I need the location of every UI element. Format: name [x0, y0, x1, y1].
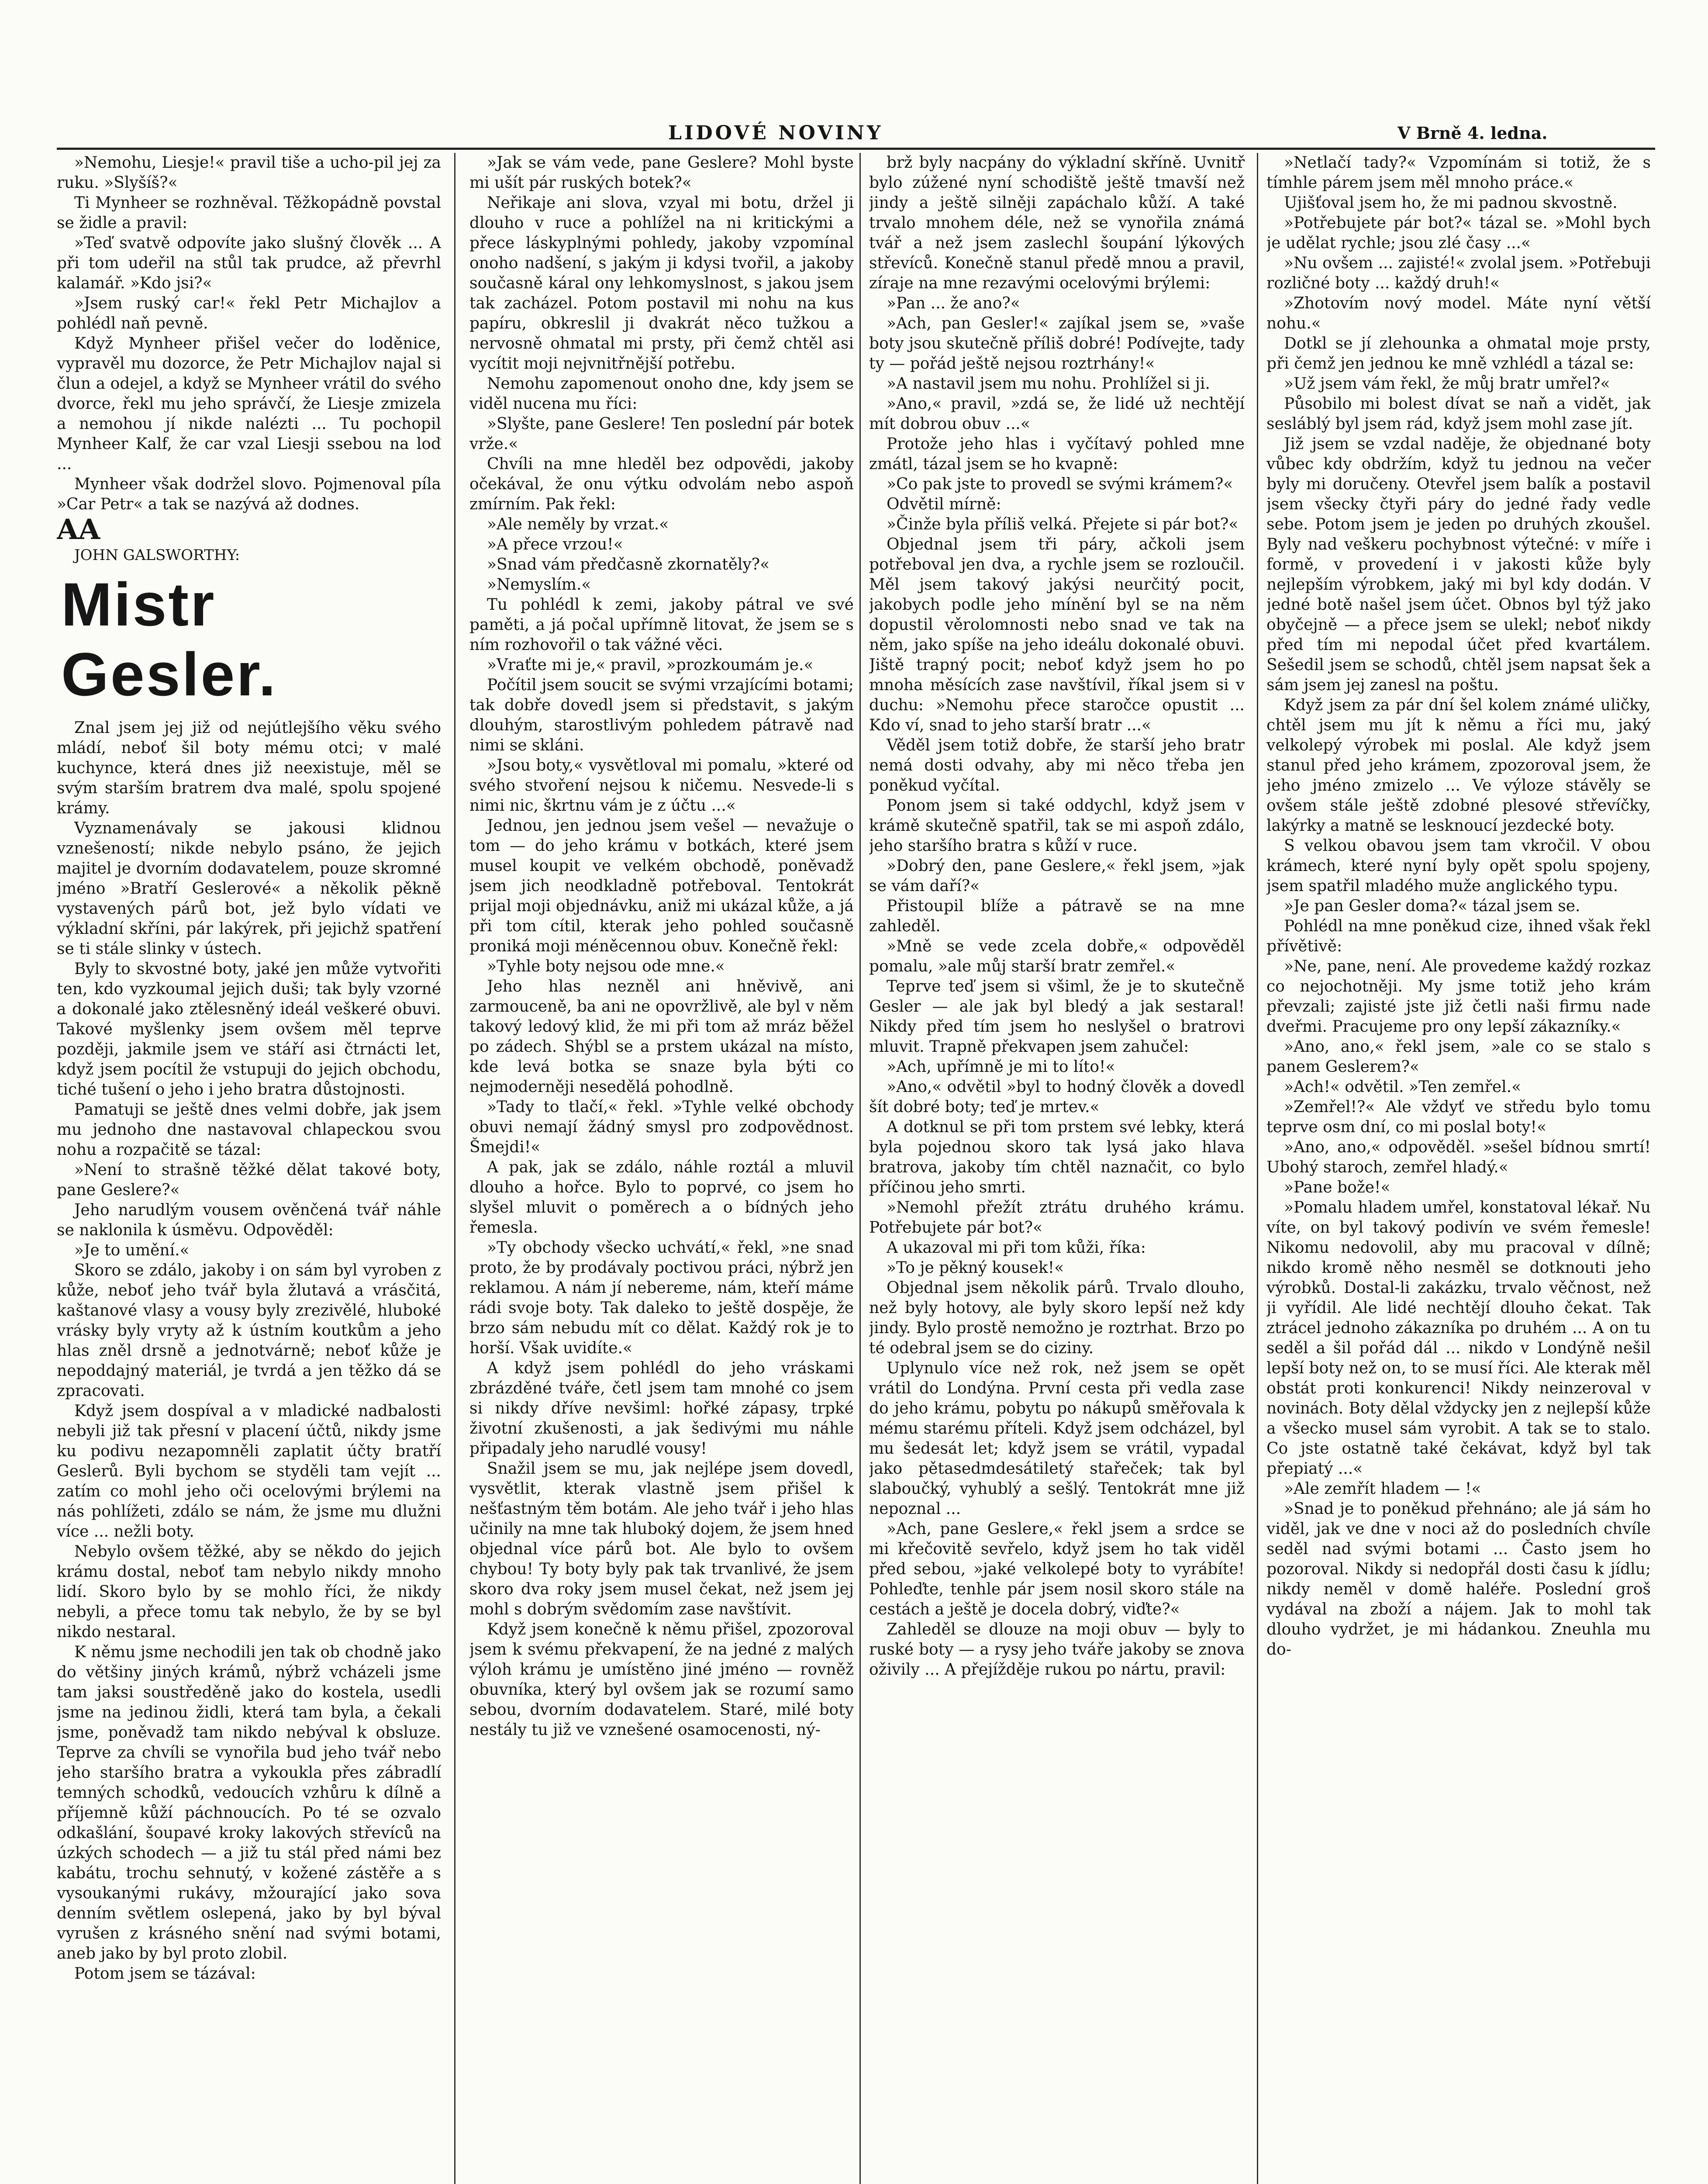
paragraph: Neřikaje ani slova, vzyal mi botu, držel ji dlouho v ruce a pohlížel na ni kritickými a přece láskyplnými pohledy, jakoby vzpomínal onoho nadšení, s jakým ji kdysi tvořil, a jakoby současně káral ony lehkomyslnost, s jakou jsem tak zacházel. Potom postavil mi nohu na kus papíru, obkreslil ji dvakrát něco tužkou a nervosně ohmatal mi prsty, při čemž chtěl asi vycítit moji nejvnitřnější potřebu.: [469, 194, 854, 373]
paragraph: »Ale zemřít hladem — !«: [1284, 1480, 1481, 1498]
issue-date: V Brně 4. ledna.: [1397, 123, 1548, 143]
paragraph: »Snad vám předčasně zkornatěly?«: [487, 556, 770, 574]
column-rule: [859, 153, 861, 2184]
story-title: Mistr Gesler.: [61, 570, 278, 708]
paragraph: »Je pan Gesler doma?« tázal jsem se.: [1284, 897, 1580, 915]
paragraph: Dotkl se jí zlehounka a ohmatal moje prsty, při čemž jen jednou ke mně vzhlédl a tázal se:: [1266, 335, 1651, 373]
paragraph: »Tyhle boty nejsou ode mne.«: [487, 957, 725, 975]
column-2: [469, 153, 854, 2184]
paragraph: Pamatuji se ještě dnes velmi dobře, jak jsem mu jednoho dne nastavoval chlapeckou svou nohu a rozpačitě se tázal:: [57, 1101, 441, 1159]
paragraph: A když jsem pohlédl do jeho vráskami zbrázděné tváře, četl jsem tam mnohé co jsem si nikdy dříve nevšiml: hořké zápasy, trpké životní zkušenosti, a jak šedivými mu náhle připadaly jeho narudlé vousy!: [469, 1359, 854, 1458]
paragraph: »Jak se vám vede, pane Geslere? Mohl byste mi ušít pár ruských botek?«: [469, 154, 854, 192]
paragraph: »Jsou boty,« vysvětloval mi pomalu, »které od svého stvoření nejsou k ničemu. Nesvede-li s nimi nic, škrtnu vám je z účtu ...«: [469, 757, 854, 815]
paragraph: »Mně se vede zcela dobře,« odpověděl pomalu, »ale můj starší bratr zemřel.«: [869, 937, 1245, 975]
paragraph: »Ach, pan Gesler!« zajíkal jsem se, »vaše boty jsou skutečně příliš dobré! Podívejte, tady ty — pořád ještě nejsou roztrhány!«: [869, 314, 1245, 373]
paragraph: »Už jsem vám řekl, že můj bratr umřel?«: [1284, 375, 1610, 393]
paragraph: Ti Mynheer se rozhněval. Těžkopádně povstal se židle a pravil:: [57, 194, 441, 232]
paragraph: »Ano, ano,« řekl jsem, »ale co se stalo s panem Geslerem?«: [1266, 1038, 1651, 1076]
paragraph: »To je pěkný kousek!«: [887, 1259, 1064, 1277]
paragraph: »Činže byla příliš velká. Přejete si pár bot?«: [887, 515, 1239, 533]
paragraph: Skoro se zdálo, jakoby i on sám byl vyroben z kůže, neboť jeho tvář byla žlutavá a vrásčitá, kaštanové vlasy a vousy byly zrezivělé, hluboké vrásky byly vryty až k ústním koutkům a jeho hlas zněl drsně a jednotvárně; neboť kůže je nepoddajný materiál, je tvrdá a jen těžko dá se zpracovati.: [57, 1261, 441, 1400]
paragraph: Jeho narudlým vousem ověnčená tvář náhle se naklonila k úsměvu. Odpověděl:: [57, 1201, 441, 1239]
paragraph: »Jsem ruský car!« řekl Petr Michajlov a pohlédl naň pevně.: [57, 294, 441, 332]
column-rule: [454, 153, 455, 2184]
paragraph: »Ano,« odvětil »byl to hodný člověk a dovedl šít dobré boty; teď je mrtev.«: [869, 1078, 1245, 1116]
masthead: [0, 0, 1708, 144]
paragraph: Ponom jsem si také oddychl, když jsem v krámě skutečně spatřil, tak se mi aspoň zdálo, jeho staršího bratra s kůží v ruce.: [869, 797, 1245, 855]
paragraph: »Pomalu hladem umřel, konstatoval lékař. Nu víte, on byl takový podivín ve svém řemesle! Nikomu nedovolil, aby mu pracoval v dílně; nikdo kromě něho nesměl se dotknouti jeho výrobků. Dostal-li zakázku, trvalo věčnost, než ji vyřídil. Ale lidé nechtějí dlouho čekat. Tak ztrácel jednoho zákazníka po druhém ... A on tu seděl a šil pořád dál ... nikdo v Londýně nešil lepší boty než on, to se musí říci. Ale kterak měl obstát proti konkurenci! Nikdy neinzeroval v novinách. Boty dělal vždycky jen z nejlepší kůže a všecko musel sám vyrobit. A tak se to stalo. Co jste ostatně také čekávat, když byl tak přepiatý ...«: [1266, 1199, 1651, 1478]
paragraph: »Teď svatvě odpovíte jako slušný člověk ... A při tom udeřil na stůl tak prudce, až převrhl kalamář. »Kdo jsi?«: [57, 234, 441, 292]
paragraph: Jednou, jen jednou jsem vešel — nevažuje o tom — do jeho krámu v botkách, které jsem musel koupit ve velkém obchodě, poněvadž jsem jich neodkladně potřeboval. Tentokrát prijal moji objednávku, aniž mi ukázal kůže, a já při tom cítil, kterak jeho pohled současně proniká moji méněcennou obuv. Konečně řekl:: [469, 817, 854, 955]
paragraph: Vyznamenávaly se jakousi klidnou vznešeností; nikde nebylo psáno, že jejich majitel je dvorním dodavatelem, pouze skromné jméno »Bratří Geslerové« a několik pěkně vystavených párů bot, jež bylo vídati ve výkladní skříni, pár lakýrek, při jejichž spatření se ti stále slinky v ústech.: [57, 819, 441, 958]
paragraph: »Pan ... že ano?«: [887, 294, 1020, 312]
paragraph: Odvětil mírně:: [887, 495, 1001, 513]
paragraph: Byly to skvostné boty, jaké jen může vytvořiti ten, kdo vyzkoumal jejich duši; tak byly vzorné a dokonalé jako ztělesněný ideál veškeré obuvi. Takové myšlenky jsem ovšem měl teprve později, jakmile jsem ve stáří asi čtrnácti let, když jsem pocítil že vstupuji do jejich obchodu, tiché tušení o jeho i jeho bratra důstojnosti.: [57, 960, 441, 1099]
paragraph: »Pane bože!«: [1284, 1178, 1391, 1196]
paragraph: »Slyšte, pane Geslere! Ten poslední pár botek vrže.«: [469, 415, 854, 453]
paragraph: Jeho hlas nezněl ani hněvivě, ani zarmouceně, ba ani ne opovržlivě, ale byl v něm takový ledový klid, že mi při tom až mráz běžel po zádech. Shýbl se a prstem ukázal na místo, kde levá botka se snaze byla býti co nejmoderněji nesedělá pohodlně.: [469, 978, 854, 1096]
paragraph: »Ano,« pravil, »zdá se, že lidé už nechtějí mít dobrou obuv ...«: [869, 395, 1245, 433]
paragraph: Uplynulo více než rok, než jsem se opět vrátil do Londýna. První cesta při vedla zase do jeho krámu, pobytu po nákupů směřovala k mému starému příteli. Když jsem odcházel, byl mu šedesát let; když jsem se vrátil, vypadal jako pětasedmdesátiletý stařeček; tak byl slaboučký, vyhublý a sešlý. Tentokrát mne již nepoznal ...: [869, 1359, 1245, 1518]
paragraph: »Netlačí tady?« Vzpomínám si totiž, že s tímhle párem jsem měl mnoho práce.«: [1266, 154, 1651, 192]
paragraph: »Zemřel!?« Ale vždyť ve středu bylo tomu teprve osm dní, co mi poslal boty!«: [1266, 1098, 1651, 1136]
paragraph: Mynheer však dodržel slovo. Pojmenoval píla »Car Petr« a tak se nazývá až dodnes.: [57, 475, 441, 513]
paragraph: brž byly nacpány do výkladní skříně. Uvnitř bylo zúžené nyní schodiště ještě tmavší než jindy a ještě silněji zapáchalo kůží. A také trvalo mnohem déle, než se vynořila známá tvář a než jsem zaslechl šoupání lýkových střevíců. Konečně stanul předě mnou a pravil, zíraje na mne rezavými ocelovými brýlemi:: [869, 154, 1245, 292]
paragraph: »Potřebujete pár bot?« tázal se. »Mohl bych je udělat rychle; jsou zlé časy ...«: [1266, 214, 1651, 252]
paragraph: Protože jeho hlas i vyčítavý pohled mne zmátl, tázal jsem se ho kvapně:: [869, 435, 1245, 473]
paragraph: Tu pohlédl k zemi, jakoby pátral ve své paměti, a já počal upřímně litovat, že jsem se s ním rozhovořil o tak vážné věci.: [469, 596, 854, 654]
paragraph: Když Mynheer přišel večer do loděnice, vypravěl mu dozorce, že Petr Michajlov najal si člun a odejel, a když se Mynheer vrátil do svého dvorce, řekl mu jeho správčí, že Liesje zmizela a nemohou jí nikde nalézti ... Tu pochopil Mynheer Kalf, že car vzal Liesji ssebou na loď ...: [57, 335, 441, 473]
paragraph: Když jsem konečně k němu přišel, zpozoroval jsem k svému překvapení, že na jedné z malých výloh krámu je umístěno jiné jméno — rovněž obuvníka, který byl ovšem jak se rozumí samo sebou, dvorním dodavatelem. Staré, milé boty nestály tu již ve vznešené osamocenosti, ný-: [469, 1621, 854, 1739]
paragraph: »A přece vrzou!«: [487, 536, 623, 553]
paragraph: Nemohu zapomenout onoho dne, kdy jsem se viděl nucena mu říci:: [469, 375, 854, 413]
paragraph: Ujišťoval jsem ho, že mi padnou skvostně.: [1284, 194, 1618, 212]
paragraph: Objednal jsem několik párů. Trvalo dlouho, než byly hotovy, ale byly skoro lepší než kdy jindy. Bylo prostě nemožno je roztrhat. Brzo po té odebral jsem se do ciziny.: [869, 1279, 1245, 1357]
paragraph: »Ach!« odvětil. »Ten zemřel.«: [1284, 1078, 1522, 1096]
column-1: [57, 153, 441, 2184]
paragraph: »Ano, ano,« odpověděl. »sešel bídnou smrtí! Ubohý staroch, zemřel hladý.«: [1266, 1138, 1651, 1176]
paragraph: Již jsem se vzdal naděje, že objednané boty vůbec kdy obdržím, když tu jednou na večer byly mi doručeny. Otevřel jsem balík a postavil jsem všecky čtyři páry do jedné řady vedle sebe. Potom jsem je jeden po druhých zkoušel. Byly nad veškeru pochybnost výtečné: v míře i formě, v provedení i v jakosti kůže byly nejlepším výrobkem, jaký mi byl kdy dodán. V jedné botě našel jsem účet. Obnos byl týž jako obyčejně — a přece jsem se ulekl; neboť nikdy před tím mi nepodal účet před kvartálem. Sešedil jsem se schodů, chtěl jsem napsat šek a sám jsem jej zanesl na poštu.: [1266, 435, 1651, 694]
paragraph: Přistoupil blíže a pátravě se na mne zahleděl.: [869, 897, 1245, 935]
paragraph: Nebylo ovšem těžké, aby se někdo do jejich krámu dostal, neboť tam nebylo nikdy mnoho lidí. Skoro bylo by se mohlo říci, že nikdy nebyli, a přece tomu tak nebylo, že by se byl nikdo nestaral.: [57, 1543, 441, 1641]
paragraph: »Tady to tlačí,« řekl. »Tyhle velké obchody obuvi nemají žádný smysl pro zodpovědnost. Šmejdi!«: [469, 1098, 854, 1156]
paragraph: A ukazoval mi při tom kůži, říka:: [887, 1239, 1146, 1257]
paragraph: Počítil jsem soucit se svými vrzajícími botami; tak dobře dovedl jsem si představit, s jakým dlouhým, starostlivým pohledem pátravě nad nimi se skláni.: [469, 676, 854, 754]
paragraph: Když jsem dospíval a v mladické nadbalosti nebyli již tak přesní v placení účtů, nikdy jsme ku podivu nezapomněli zaplatit účty bratří Geslerů. Byli bychom se styděli tam vejít ... zatím co mohl jeho oči ocelovými brýlemi na nás pohlížeti, zdálo se nám, že jsme mu dlužni více ... nežli boty.: [57, 1402, 441, 1541]
column-3: [869, 153, 1245, 2184]
paragraph: A dotknul se při tom prstem své lebky, která byla pojednou skoro tak lysá jako hlava bratrova, jakoby tím chtěl naznačit, co bylo příčinou jeho smrti.: [869, 1118, 1245, 1196]
paragraph: Teprve teď jsem si všiml, že je to skutečně Gesler — ale jak byl bledý a jak sestaral! Nikdy před tím jsem ho neslyšel o bratrovi mluvit. Trapně překvapen jsem zahučel:: [869, 978, 1245, 1056]
paragraph: »Ale neměly by vrzat.«: [487, 515, 669, 533]
paragraph: »Nu ovšem ... zajisté!« zvolal jsem. »Potřebuji rozličné boty ... každý druh!«: [1266, 254, 1651, 292]
byline: JOHN GALSWORTHY:: [74, 546, 240, 564]
paragraph: Pohlédl na mne poněkud cize, ihned však řekl přívětivě:: [1266, 917, 1651, 955]
paragraph: »Nemohl přežít ztrátu druhého krámu. Potřebujete pár bot?«: [869, 1199, 1245, 1237]
column-4: [1266, 153, 1651, 2184]
paragraph: Působilo mi bolest dívat se naň a vidět, jak sesláblý byl jsem rád, když jsem mohl zase jít.: [1266, 395, 1651, 433]
paragraph: A pak, jak se zdálo, náhle roztál a mluvil dlouho a hořce. Bylo to poprvé, co jsem ho slyšel mluvit o poměrech a o bídných jeho řemesla.: [469, 1158, 854, 1237]
paragraph: »A nastavil jsem mu nohu. Prohlížel si ji.: [887, 375, 1210, 393]
paragraph: Objednal jsem tři páry, ačkoli jsem potřeboval jen dva, a rychle jsem se rozloučil. Měl jsem takový jakýsi neurčitý pocit, jakobych podle jeho mínění byl se na něm dopustil věrolomnosti nebo snad ve tak na něm, jako spíše na jeho ideálu dokonalé obuvi. Jiště trapný pocit; neboť když jsem ho po mnoha měsících zase navštívil, říkal jsem si v duchu: »Nemohu přece staročce opustit ... Kdo ví, snad to jeho starší bratr ...«: [869, 536, 1245, 734]
paragraph: »Není to strašně těžké dělat takové boty, pane Geslere?«: [57, 1161, 441, 1199]
paragraph: »Ach, pane Geslere,« řekl jsem a srdce se mi křečovitě sevřelo, když jsem ho tak viděl před sebou, »jaké velkolepé boty to vyrábíte! Pohleďte, tenhle pár jsem nosil skoro stále na cestách a ještě je docela dobrý, viďte?«: [869, 1520, 1245, 1618]
paragraph: Zahleděl se dlouze na moji obuv — byly to ruské boty — a rysy jeho tváře jakoby se znova oživily ... A přejížděje rukou po nártu, pravil:: [869, 1621, 1245, 1679]
paragraph: »Vraťte mi je,« pravil, »prozkoumám je.«: [487, 656, 814, 674]
paragraph: »Nemyslím.«: [487, 576, 591, 594]
paragraph: »Nemohu, Liesje!« pravil tiše a ucho-pil jej za ruku. »Slyšíš?«: [57, 154, 441, 192]
paragraph: »Co pak jste to provedl se svými krámem?«: [887, 475, 1233, 493]
paragraph: Chvíli na mne hleděl bez odpovědi, jakoby očekával, že onu výtku odvolám nebo aspoň zmírním. Pak řekl:: [469, 455, 854, 513]
paragraph: »Snad je to poněkud přehnáno; ale já sám ho viděl, jak ve dne v noci až do posledních chvíle seděl nad svými botami ... Často jsem ho pozoroval. Nikdy si nedopřál dosti času k jídlu; nikdy neměl v domě haléře. Poslední groš vydával na zboží a nájem. Jak to mohl tak dlouho vydržet, je mi hádankou. Zneuhla mu do-: [1266, 1500, 1651, 1659]
ornament: AA: [57, 513, 100, 546]
paragraph: S velkou obavou jsem tam vkročil. V obou krámech, které nyní byly opět spolu spojeny, jsem spatřil mladého muže anglického typu.: [1266, 837, 1651, 895]
paragraph: »Zhotovím nový model. Máte nyní větší nohu.«: [1266, 294, 1651, 332]
paragraph: Potom jsem se tázával:: [74, 1965, 256, 1983]
newspaper-title: LIDOVÉ NOVINY: [668, 122, 883, 144]
paragraph: Snažil jsem se mu, jak nejlépe jsem dovedl, vysvětlit, kterak vlastně jsem přišel k nešťastným těm botám. Ale jeho tvář i jeho hlas učinily na mne tak hluboký dojem, že jsem hned objednal více párů bot. Ale bylo to ovšem chybou! Ty boty byly pak tak trvanlivé, že jsem skoro dva roky jsem musel čekat, než jsem jej mohl s dobrým svědomím zase navštívit.: [469, 1460, 854, 1618]
paragraph: Znal jsem jej již od nejútlejšího věku svého mládí, neboť šil boty mému otci; v malé kuchynce, která dnes již neexistuje, měl se svým starším bratrem dva malé, spolu spojené krámy.: [57, 719, 441, 817]
column-rule: [1257, 153, 1258, 2184]
paragraph: Věděl jsem totiž dobře, že starší jeho bratr nemá dosti odvahy, aby mi něco třeba jen poněkud vyčítal.: [869, 736, 1245, 795]
paragraph: K němu jsme nechodili jen tak ob chodně jako do většiny jiných krámů, nýbrž vcházeli jsme tam jaksi soustředěně jako do kostela, usedli jsme na jedinou židli, která tam byla, a čekali jsme, poněvadž tam nikdo nebýval k obsluze. Teprve za chvíli se vynořila bud jeho tvář nebo jeho staršího bratra a vykoukla přes zábradlí temných schodků, vedoucích vzhůru k dílně a příjemně kůží páchnoucích. Po té se ozvalo odkašlání, šoupavé kroky lakových střevíců na úzkých schodech — a již tu stál před námi bez kabátu, trochu sehnutý, v kožené zástěře a s vysoukanými rukávy, mžourající jako sova denním světlem oslepená, jako by byl býval vyrušen z krásného snění nad svými botami, aneb jako by byl proto zlobil.: [57, 1643, 441, 1963]
paragraph: Když jsem za pár dní šel kolem známé uličky, chtěl jsem mu jít k němu a říci mu, jaký velkolepý výrobek mi poslal. Ale když jsem stanul před jeho krámem, zpozoroval jsem, že jeho jméno zmizelo ... Ve výloze stávěly se ovšem stále ještě zdobné plesové střevíčky, lakýrky a matně se lesknoucí jezdecké boty.: [1266, 696, 1651, 835]
paragraph: »Dobrý den, pane Geslere,« řekl jsem, »jak se vám daří?«: [869, 857, 1245, 895]
paragraph: »Ne, pane, není. Ale provedeme každý rozkaz co nejochotněji. My jsme totiž jeho krám převzali; zajisté jste již četli naši firmu nade dveřmi. Pracujeme pro ony lepší zákazníky.«: [1266, 957, 1651, 1036]
paragraph: »Ty obchody všecko uchvátí,« řekl, »ne snad proto, že by prodávaly poctivou práci, nýbrž jen reklamou. A nám jí nebereme, nám, kteří máme rádi svoje boty. Tak daleko to ještě dospěje, že brzo sám nebudu mít co dělat. Každý rok je to horší. Však uvidíte.«: [469, 1239, 854, 1357]
paragraph: »Je to umění.«: [74, 1241, 190, 1259]
paragraph: »Ach, upřímně je mi to líto!«: [887, 1058, 1115, 1076]
masthead-rule: [57, 148, 1655, 150]
